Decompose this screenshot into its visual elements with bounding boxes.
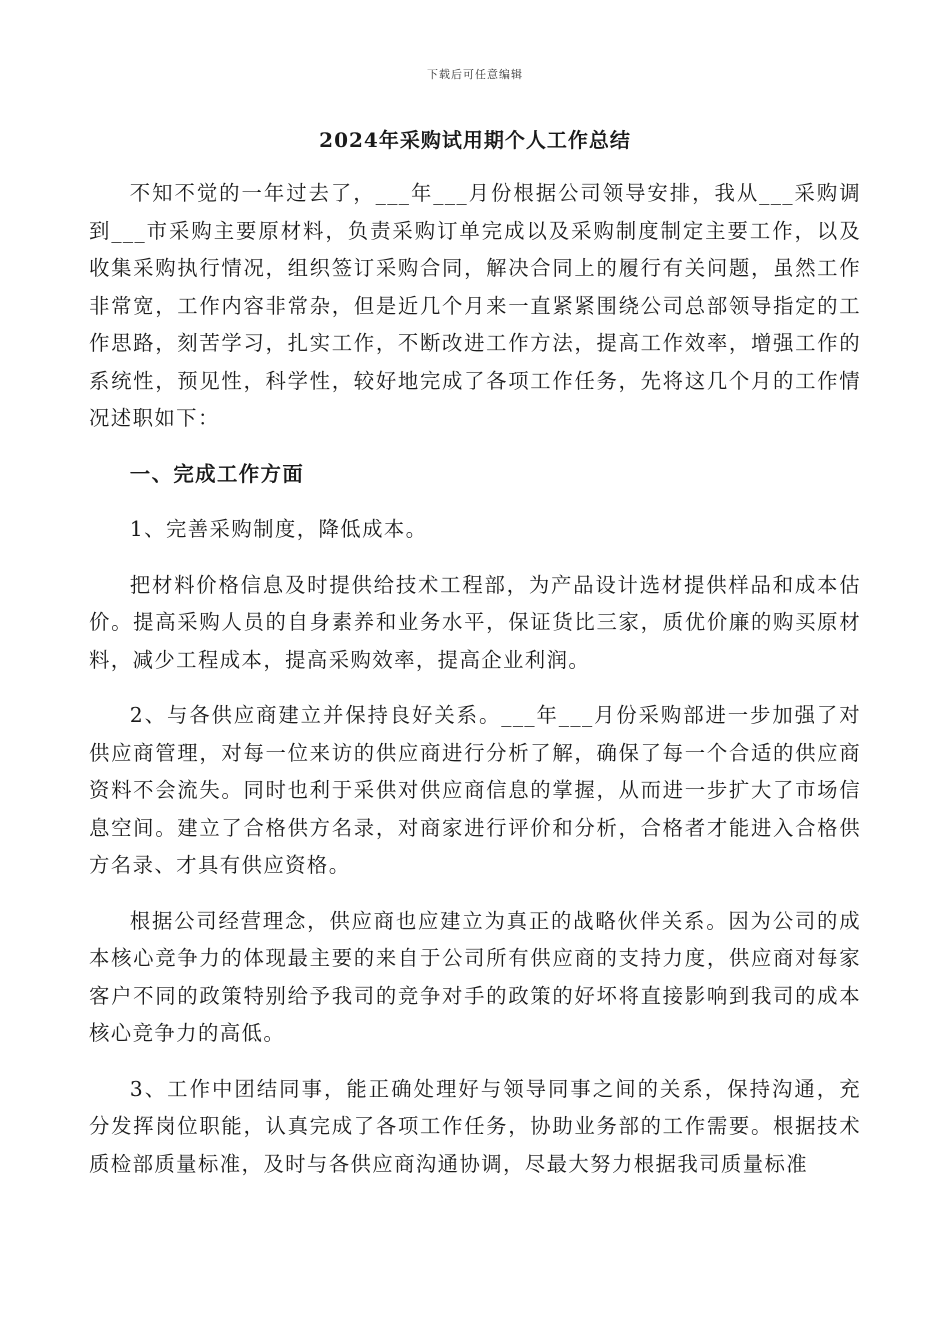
paragraph-item-2: 2、与各供应商建立并保持良好关系。___年___月份采购部进一步加强了对供应商管理，对每一位来访的供应商进行分析了解，确保了每一个合适的供应商资料不会流失。同时也利于采供对供应商信息的掌握，从而进一步扩大了市场信息空间。建立了合格供方名录，对商家进行评价和分析，合格者才能进入合格供方名录、才具有供应资格。	[89, 703, 861, 877]
document-body	[89, 175, 861, 1183]
section-heading: 一、完成工作方面	[129, 461, 305, 486]
document-title: 2024年采购试用期个人工作总结	[319, 128, 631, 152]
header-note: 下载后可任意编辑	[427, 68, 523, 81]
paragraph-item-3: 3、工作中团结同事，能正确处理好与领导同事之间的关系，保持沟通，充分发挥岗位职能，认真完成了各项工作任务，协助业务部的工作需要。根据技术质检部质量标准，及时与各供应商沟通协调，尽最大努力根据我司质量标准	[89, 1076, 861, 1176]
paragraph-intro: 不知不觉的一年过去了，___年___月份根据公司领导安排，我从___采购调到___市采购主要原材料，负责采购订单完成以及采购制度制定主要工作，以及收集采购执行情况，组织签订采购合同，解决合同上的履行有关问题，虽然工作非常宽，工作内容非常杂，但是近几个月来一直紧紧围绕公司总部领导指定的工作思路，刻苦学习，扎实工作，不断改进工作方法，提高工作效率，增强工作的系统性，预见性，科学性，较好地完成了各项工作任务，先将这几个月的工作情况述职如下：	[89, 181, 861, 430]
paragraph-item-1: 1、完善采购制度，降低成本。	[129, 517, 428, 541]
paragraph-item-2-detail: 根据公司经营理念，供应商也应建立为真正的战略伙伴关系。因为公司的成本核心竞争力的体现最主要的来自于公司所有供应商的支持力度，供应商对每家客户不同的政策特别给予我司的竞争对手的政策的好坏将直接影响到我司的成本核心竞争力的高低。	[89, 908, 861, 1045]
paragraph-item-1-detail: 把材料价格信息及时提供给技术工程部，为产品设计选材提供样品和成本估价。提高采购人员的自身素养和业务水平，保证货比三家，质优价廉的购买原材料，减少工程成本，提高采购效率，提高企业利润。	[89, 572, 861, 672]
